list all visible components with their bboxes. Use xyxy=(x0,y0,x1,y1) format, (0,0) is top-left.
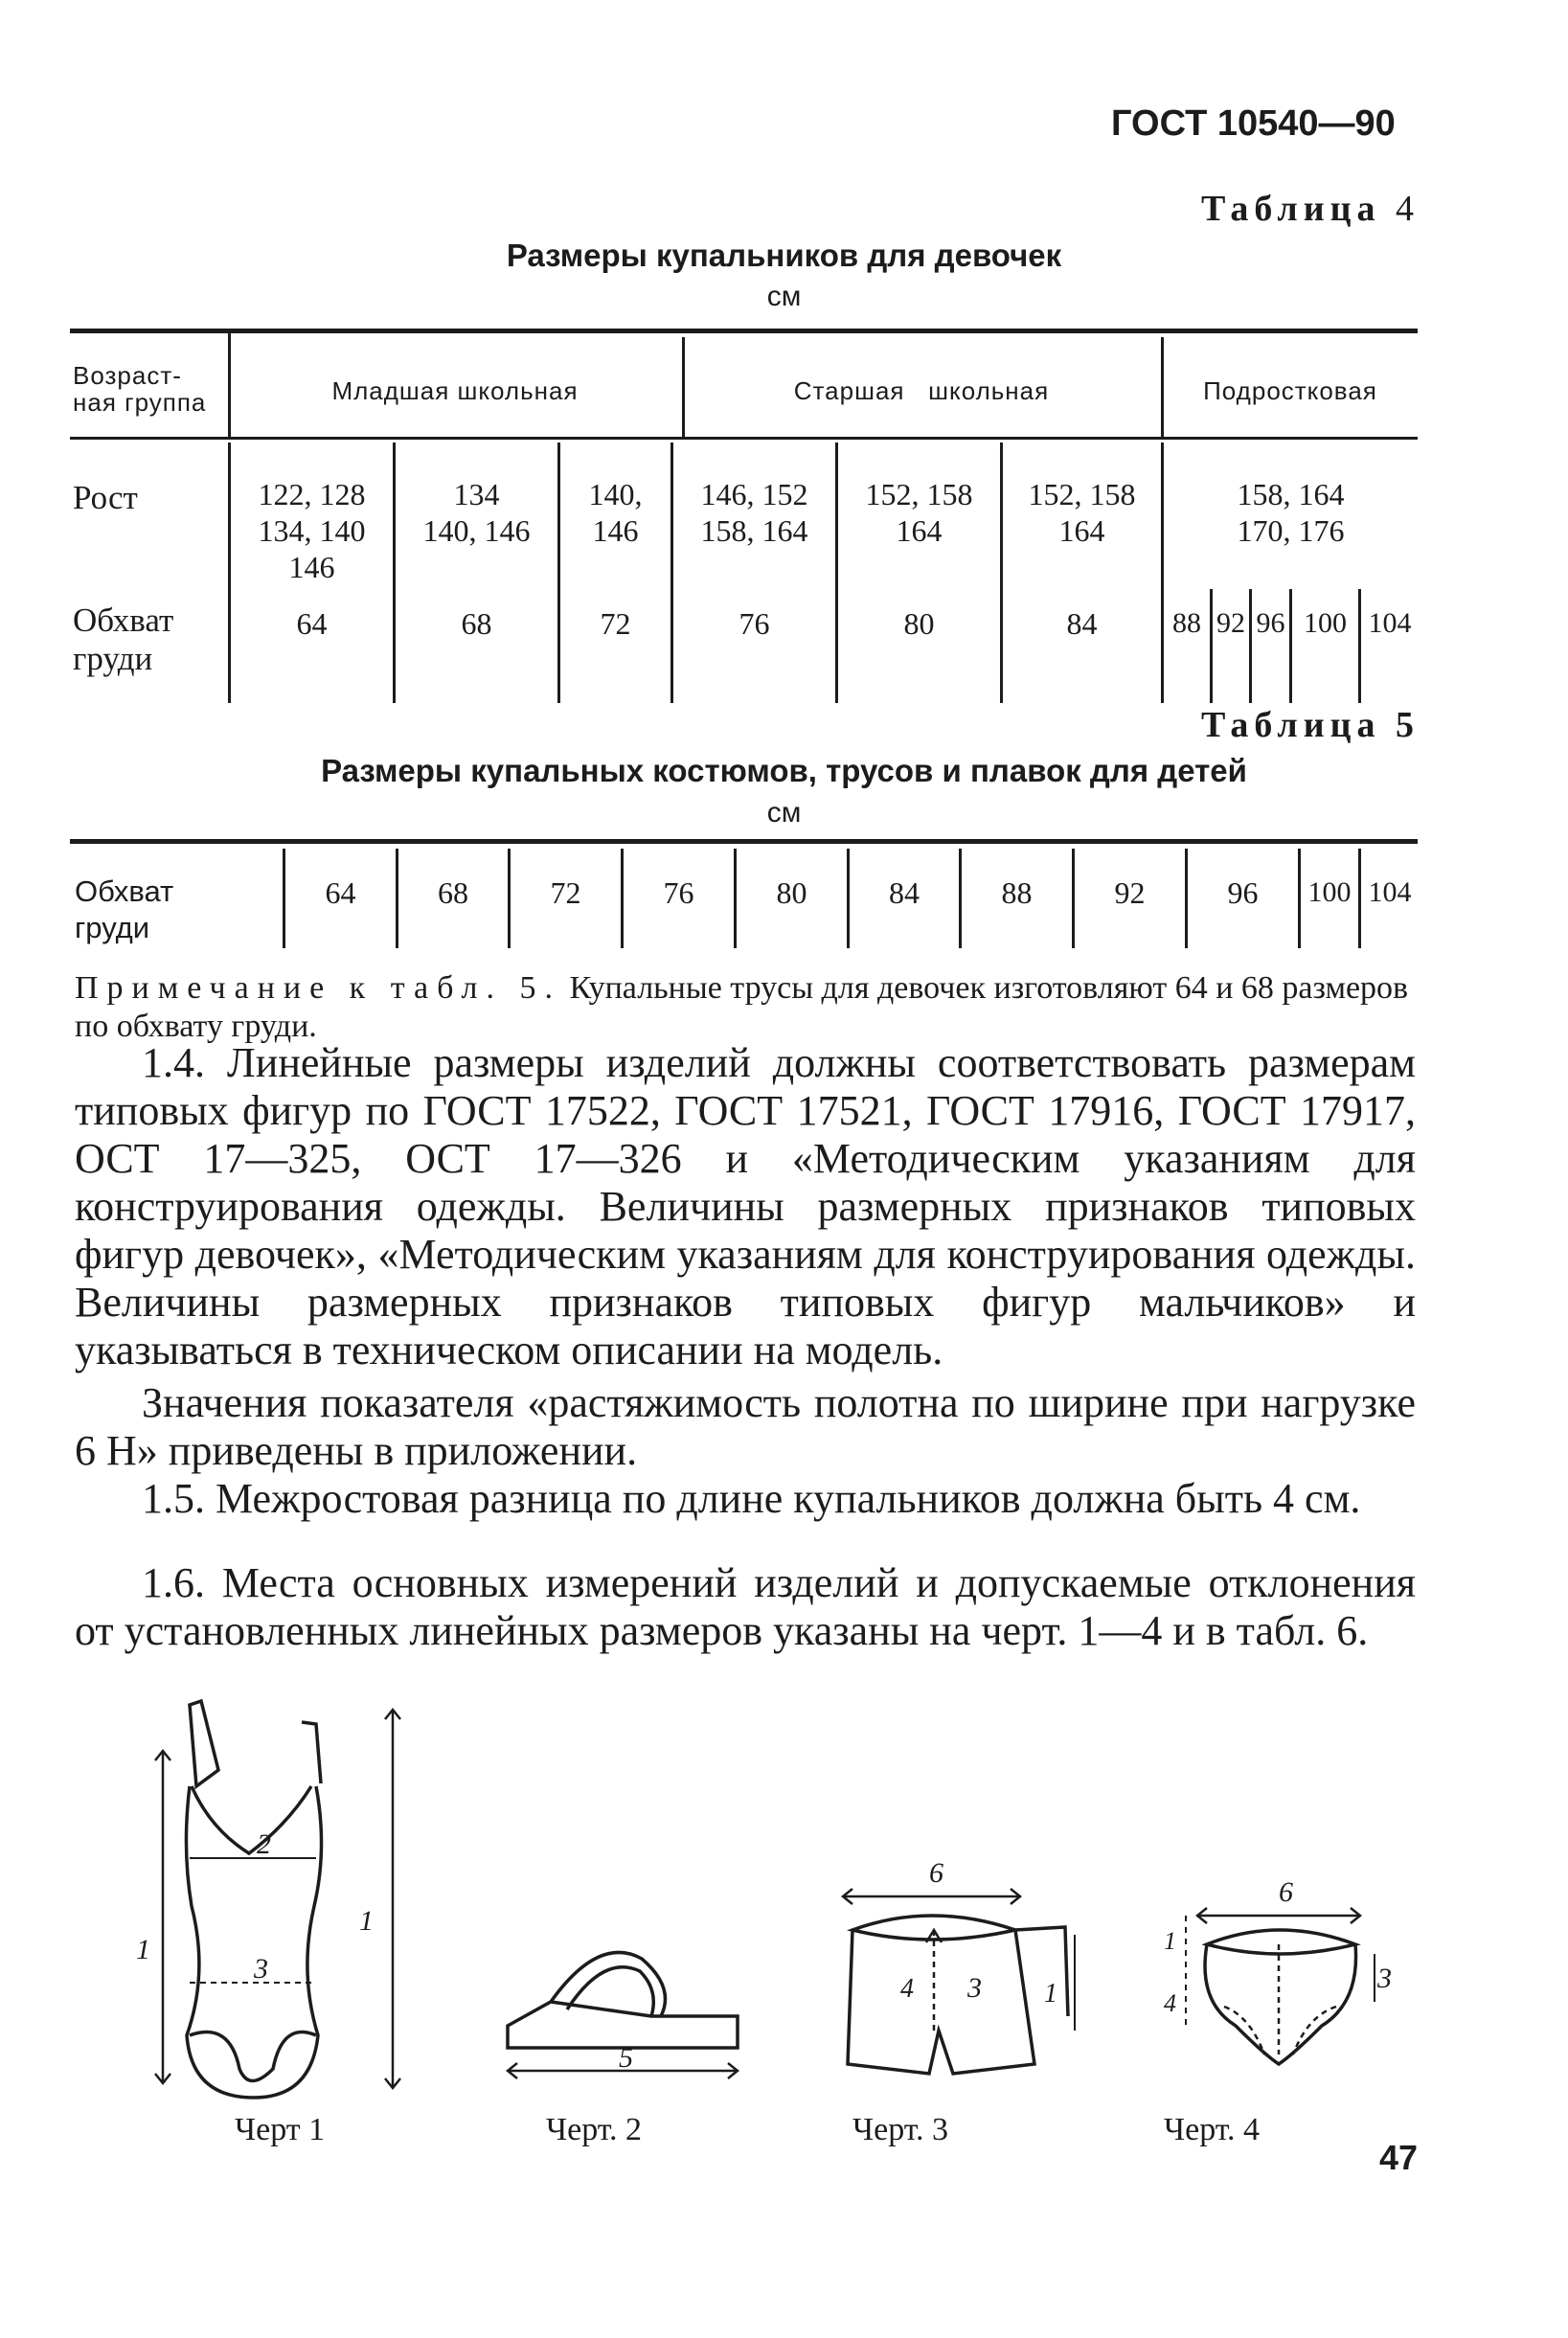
cell-chest-68: 68 xyxy=(461,606,492,641)
fig1-label-2: 2 xyxy=(257,1828,271,1860)
table4-label: Таблица 4 xyxy=(1200,189,1420,229)
fig1-label-1-right: 1 xyxy=(359,1905,374,1937)
fig3-label-6: 6 xyxy=(929,1857,943,1889)
table5 xyxy=(0,0,1568,958)
table5-label: Таблица 5 xyxy=(1200,705,1420,745)
fig1-label-3: 3 xyxy=(254,1953,268,1985)
cell-chest-64: 64 xyxy=(296,606,328,641)
cell-chest-80: 80 xyxy=(903,606,935,641)
fig3-label-1: 1 xyxy=(1044,1979,1057,2009)
cell-height-1: 122, 128 134, 140 146 xyxy=(258,477,366,584)
cell-chest-96: 96 xyxy=(1256,607,1285,639)
table4-unit: см xyxy=(766,281,802,312)
group-junior-school: Младшая школьная xyxy=(331,376,579,405)
clause-1-5: 1.5. Межростовая разница по длине купальников должна быть 4 см. xyxy=(142,1475,1361,1522)
t5-cell-92: 92 xyxy=(1114,875,1146,910)
table5-unit: см xyxy=(766,797,802,829)
t5-cell-76: 76 xyxy=(663,875,694,910)
figure-4-briefs xyxy=(1159,1849,1408,2098)
age-group-header: Возраст- ная группа xyxy=(73,361,207,417)
figure-4-caption: Черт. 4 xyxy=(1164,2112,1261,2147)
cell-height-3: 140, 146 xyxy=(588,477,643,548)
t5-cell-80: 80 xyxy=(776,875,807,910)
clause-1-6: 1.6. Места основных измерений изделий и допускаемые отклонения от установленных линейных размеров указаны на черт. 1—4 и в табл. 6. xyxy=(75,1559,1416,1654)
page-number: 47 xyxy=(1379,2138,1419,2177)
cell-chest-104: 104 xyxy=(1368,607,1412,639)
fig4-label-3: 3 xyxy=(1377,1963,1392,1994)
cell-chest-88: 88 xyxy=(1172,607,1201,639)
cell-height-5: 152, 158 164 xyxy=(865,477,973,548)
fig3-label-4: 4 xyxy=(900,1974,914,2004)
table5-row-label-chest: Обхват груди xyxy=(75,874,174,944)
paragraph-extensibility: Значения показателя «растяжимость полотна по ширине при нагрузке 6 Н» приведены в приложении. xyxy=(75,1379,1416,1474)
row-label-height: Рост xyxy=(73,479,138,516)
cell-height-2: 134 140, 146 xyxy=(422,477,531,548)
t5-cell-100: 100 xyxy=(1307,876,1352,908)
fig4-label-4: 4 xyxy=(1164,1989,1176,2017)
table4-title: Размеры купальников для девочек xyxy=(506,238,1062,273)
cell-height-7: 158, 164 170, 176 xyxy=(1237,477,1345,548)
cell-height-4: 146, 152 158, 164 xyxy=(700,477,808,548)
t5-cell-68: 68 xyxy=(438,875,468,910)
figure-3-caption: Черт. 3 xyxy=(852,2112,949,2147)
figure-1-swimsuit xyxy=(77,1695,421,2107)
t5-cell-88: 88 xyxy=(1001,875,1033,910)
cell-chest-100: 100 xyxy=(1304,607,1347,639)
row-label-chest: Обхват груди xyxy=(73,602,174,677)
fig2-label-5: 5 xyxy=(619,2042,633,2074)
group-senior-school: Старшая школьная xyxy=(793,376,1050,405)
t5-cell-84: 84 xyxy=(889,875,920,910)
clause-1-4: 1.4. Линейные размеры изделий должны соответствовать размерам типовых фигур по ГОСТ 17522, ГОСТ 17521, ГОСТ 17916, ГОСТ 17917, ОСТ 17—325, ОСТ 17—326 и «Методическим указаниям для конструирования одежды. Величины размерных признаков типовых фигур девочек», «Методическим указаниям для конструирования одежды. Величины размерных признаков типовых фигур мальчиков» и указываться в техническом описании на модель. xyxy=(75,1039,1416,1373)
figure-1-caption: Черт 1 xyxy=(235,2112,326,2147)
fig4-label-6: 6 xyxy=(1279,1876,1293,1908)
t5-cell-64: 64 xyxy=(325,875,356,910)
table5-title: Размеры купальных костюмов, трусов и плавок для детей xyxy=(321,753,1247,788)
table5-note: Примечание к табл. 5. Купальные трусы для девочек изготовляют 64 и 68 размеров по обхвату груди. xyxy=(75,970,1409,1044)
fig4-label-1: 1 xyxy=(1164,1927,1176,1955)
figure-2-caption: Черт. 2 xyxy=(546,2112,643,2147)
group-teen: Подростковая xyxy=(1203,376,1377,405)
fig3-label-3: 3 xyxy=(967,1972,982,2004)
t5-cell-72: 72 xyxy=(550,875,581,910)
cell-chest-76: 76 xyxy=(739,606,770,641)
cell-height-6: 152, 158 164 xyxy=(1028,477,1136,548)
fig1-label-1-left: 1 xyxy=(136,1934,150,1965)
t5-cell-104: 104 xyxy=(1368,876,1412,908)
cell-chest-84: 84 xyxy=(1066,606,1098,641)
figure-3-trunks xyxy=(824,1839,1102,2098)
cell-chest-92: 92 xyxy=(1216,607,1245,639)
cell-chest-72: 72 xyxy=(600,606,631,641)
t5-cell-96: 96 xyxy=(1227,875,1259,910)
figure-2-side-view xyxy=(498,1935,757,2107)
document-number: ГОСТ 10540—90 xyxy=(1111,103,1396,144)
